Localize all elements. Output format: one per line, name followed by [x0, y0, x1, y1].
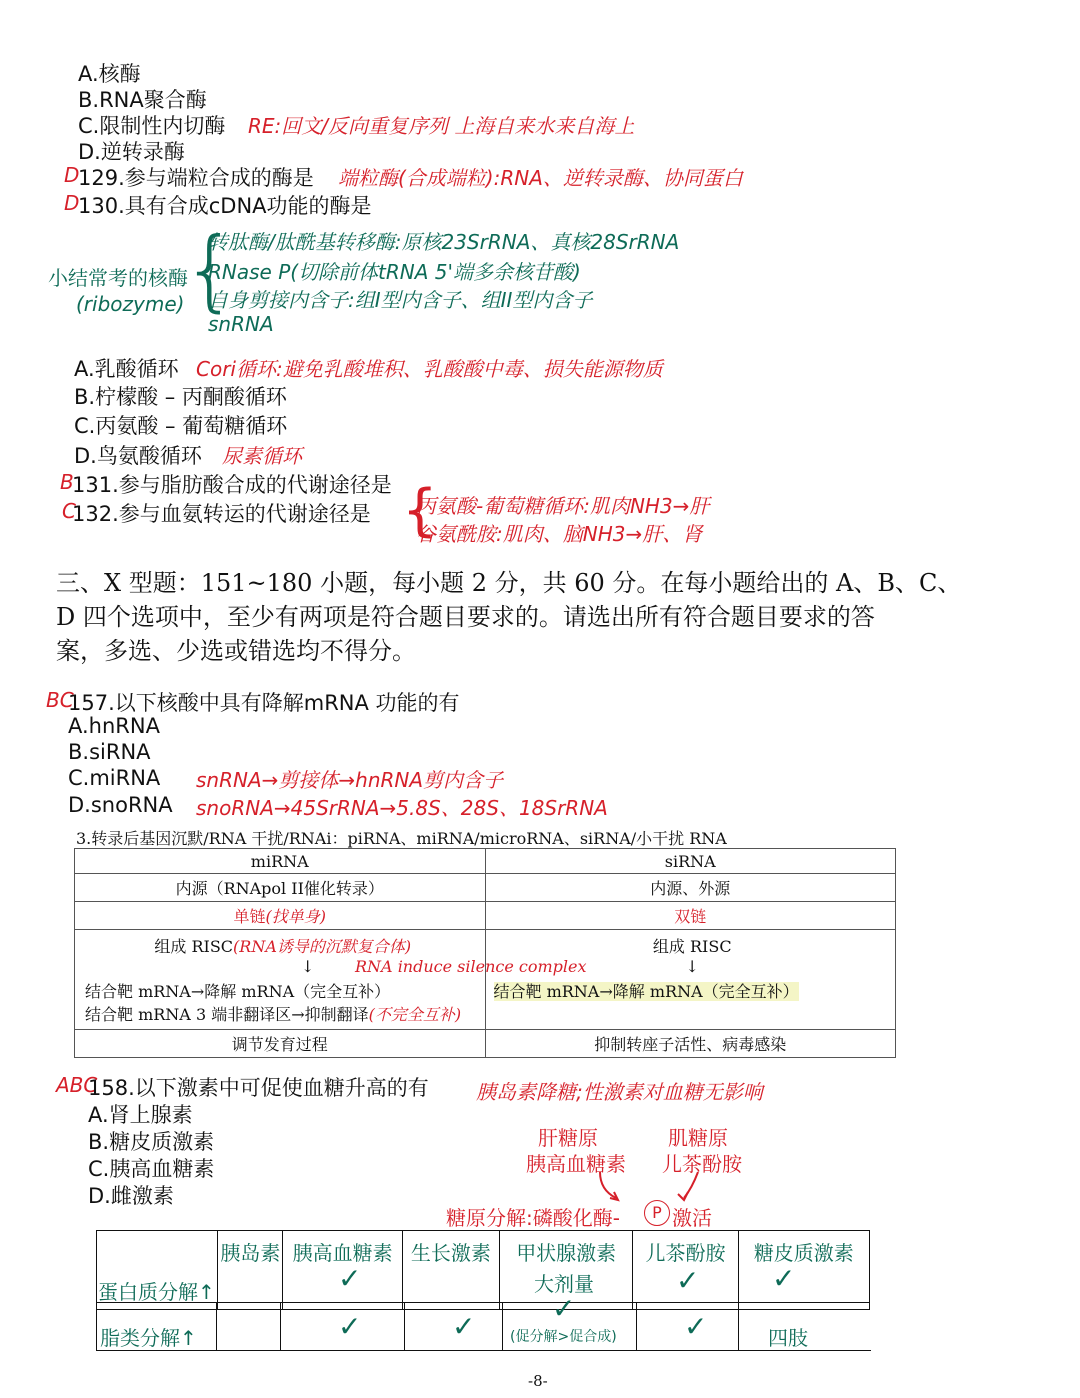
- ribozyme-item-3: 自身剪接内含子:组I型内含子、组II型内含子: [208, 288, 593, 312]
- mirna-strand-note: (找单身): [265, 907, 326, 926]
- q131-note-d: 尿素循环: [222, 444, 302, 468]
- ribozyme-item-4: snRNA: [208, 312, 274, 336]
- table-row: [75, 1030, 896, 1058]
- table-head-sirna: siRNA: [485, 849, 896, 874]
- q132-answer: C: [62, 499, 76, 523]
- glyco-glucagon: 胰高血糖素: [526, 1152, 626, 1176]
- mirna-down-arrow: ↓: [301, 957, 315, 976]
- hormone-header-catecholamine: 儿茶酚胺: [633, 1231, 738, 1310]
- q129-answer: D: [64, 163, 80, 187]
- q158-text: 158.以下激素中可促使血糖升高的有: [88, 1076, 429, 1100]
- q158-answer: ABC: [56, 1073, 98, 1097]
- lipid-catecholamine-check-icon: ✓: [684, 1310, 708, 1343]
- sirna-function: 抑制转座子活性、病毒感染: [485, 1030, 896, 1058]
- mirna-mechanism: [75, 930, 587, 1030]
- q158-note: 胰岛素降糖;性激素对血糖无影响: [476, 1080, 763, 1104]
- q157-option-b: B.siRNA: [68, 740, 151, 764]
- mirna-strand-text: 单链: [233, 907, 266, 926]
- glyco-catecholamine: 儿茶酚胺: [662, 1152, 742, 1176]
- mirna-risc: 组成 RISC: [154, 937, 234, 956]
- mirna-mechanism-1: 结合靶 mRNA→降解 mRNA（完全互补）: [85, 982, 391, 1001]
- q157-option-d: D.snoRNA: [68, 793, 173, 817]
- risc-note-english: RNA induce silence complex: [355, 957, 587, 976]
- q128-option-a: A.核酶: [78, 62, 141, 86]
- table-title: 3.转录后基因沉默/RNA 干扰/RNAi：piRNA、miRNA/microRNA、siRNA/小干扰 RNA: [76, 829, 727, 848]
- col-divider: [636, 1302, 637, 1350]
- q128-option-d: D.逆转录酶: [78, 140, 185, 164]
- ribozyme-sublabel: (ribozyme): [76, 292, 185, 316]
- q158-option-a: A.肾上腺素: [88, 1103, 193, 1127]
- ribozyme-brace: {: [182, 218, 238, 321]
- section3-line-2: D 四个选项中，至少有两项是符合题目要求的。请选出所有符合题目要求的答: [56, 603, 875, 631]
- glyco-pathway: 糖原分解:磷酸化酶-: [446, 1206, 620, 1230]
- q132-note-2: 谷氨酰胺:肌肉、脑NH3→肝、肾: [416, 522, 703, 546]
- protein-cortisol-check-icon: ✓: [772, 1262, 796, 1295]
- table-row: [75, 902, 896, 930]
- mirna-source: 内源（RNApol II催化转录）: [75, 874, 486, 902]
- glyco-muscle: 肌糖原: [668, 1126, 728, 1150]
- ribozyme-item-1: 转肽酶/肽酰基转移酶:原核23SrRNA、真核28SrRNA: [208, 230, 680, 254]
- hormone-header-gh: 生长激素: [402, 1231, 499, 1310]
- mirna-mechanism-2: 结合靶 mRNA 3 端非翻译区→抑制翻译: [85, 1005, 369, 1024]
- q131-option-c: C.丙氨酸 – 葡萄糖循环: [74, 414, 288, 438]
- sirna-comparison-table: [74, 848, 896, 1058]
- protein-thyroid-value: 大剂量: [534, 1272, 594, 1296]
- sirna-mechanism: [485, 930, 896, 1030]
- sirna-source: 内源、外源: [485, 874, 896, 902]
- sirna-risc: 组成 RISC: [652, 937, 732, 956]
- ribozyme-item-2: RNase P(切除前体tRNA 5'端多余核苷酸): [208, 260, 581, 284]
- q130-answer: D: [64, 191, 80, 215]
- row2-frame: [96, 1302, 871, 1351]
- q157-note-c: snRNA→剪接体→hnRNA剪内含子: [196, 768, 504, 792]
- sirna-strand-text: 双链: [674, 907, 707, 926]
- q129-note: 端粒酶(合成端粒):RNA、逆转录酶、协同蛋白: [338, 166, 743, 190]
- row-protein-label: 蛋白质分解↑: [98, 1280, 215, 1304]
- hormone-header-cortisol: 糖皮质激素: [738, 1231, 869, 1310]
- protein-glucagon-check-icon: ✓: [338, 1262, 362, 1295]
- q129-text: 129.参与端粒合成的酶是: [78, 166, 314, 190]
- sirna-down-arrow: ↓: [685, 957, 699, 976]
- q158-option-d: D.雌激素: [88, 1184, 174, 1208]
- q132-brace: {: [402, 478, 438, 543]
- q157-note-d: snoRNA→45SrRNA→5.8S、28S、18SrRNA: [196, 796, 608, 820]
- col-divider: [738, 1302, 739, 1350]
- q128-note-c: RE:回文/反向重复序列 上海自来水来自海上: [248, 114, 635, 138]
- table-head-mirna: miRNA: [75, 849, 486, 874]
- sirna-mechanism-1: 结合靶 mRNA→降解 mRNA（完全互补）: [493, 982, 799, 1001]
- col-divider: [502, 1302, 503, 1350]
- q131-answer: B: [60, 470, 74, 494]
- protein-catecholamine-check-icon: ✓: [676, 1264, 700, 1297]
- q157-text: 157.以下核酸中具有降解mRNA 功能的有: [68, 691, 460, 715]
- q128-option-c: C.限制性内切酶: [78, 114, 226, 138]
- q128-option-b: B.RNA聚合酶: [78, 88, 207, 112]
- q131-text: 131.参与脂肪酸合成的代谢途径是: [72, 473, 392, 497]
- glyco-arrows: [580, 1168, 710, 1206]
- row-lipid-label: 脂类分解↑: [100, 1326, 197, 1350]
- col-divider: [404, 1302, 405, 1350]
- q157-option-a: A.hnRNA: [68, 714, 160, 738]
- q131-note-a: Cori循环:避免乳酸堆积、乳酸酸中毒、损失能源物质: [196, 357, 663, 381]
- table-row: [75, 930, 896, 1030]
- hormone-header-thyroid: 甲状腺激素: [500, 1231, 633, 1310]
- lipid-thyroid-check-icon: ✓: [552, 1292, 576, 1325]
- lipid-cortisol-value: 四肢: [768, 1326, 808, 1350]
- q131-option-b: B.柠檬酸 – 丙酮酸循环: [74, 385, 287, 409]
- col-divider: [216, 1302, 217, 1350]
- col-divider: [280, 1302, 281, 1350]
- q158-option-b: B.糖皮质激素: [88, 1130, 215, 1154]
- mirna-function: 调节发育过程: [75, 1030, 486, 1058]
- table-row: [75, 874, 896, 902]
- lipid-thyroid-note: (促分解>促合成): [510, 1329, 617, 1345]
- glyco-liver: 肝糖原: [538, 1126, 598, 1150]
- section3-line-1: 三、X 型题：151~180 小题，每小题 2 分，共 60 分。在每小题给出的 A、B、C、: [56, 569, 962, 597]
- mirna-mechanism-2-note: (不完全互补): [368, 1005, 462, 1024]
- glyco-activate: 激活: [672, 1206, 712, 1230]
- q131-option-a: A.乳酸循环: [74, 357, 179, 381]
- q157-option-c: C.miRNA: [68, 766, 161, 790]
- hormone-header-glucagon: 胰高血糖素: [283, 1231, 402, 1310]
- q158-option-c: C.胰高血糖素: [88, 1157, 215, 1181]
- hormone-header-insulin: 胰岛素: [218, 1231, 283, 1310]
- q157-answer: BC: [46, 688, 74, 712]
- table-row: [75, 849, 896, 874]
- phosphate-circle-icon: P: [644, 1200, 670, 1226]
- ribozyme-label: 小结常考的核酶: [48, 266, 188, 290]
- q132-note-1: 丙氨酸-葡萄糖循环:肌肉NH3→肝: [416, 494, 710, 518]
- lipid-glucagon-check-icon: ✓: [338, 1310, 362, 1343]
- page-number: -8-: [528, 1372, 548, 1390]
- mirna-strand: [75, 902, 486, 930]
- section3-line-3: 案，多选、少选或错选均不得分。: [56, 637, 416, 665]
- q132-text: 132.参与血氨转运的代谢途径是: [72, 502, 371, 526]
- q130-text: 130.具有合成cDNA功能的酶是: [78, 194, 372, 218]
- q131-option-d: D.鸟氨酸循环: [74, 444, 202, 468]
- risc-note: (RNA诱导的沉默复合体): [233, 937, 412, 956]
- lipid-gh-check-icon: ✓: [452, 1310, 476, 1343]
- sirna-strand: [485, 902, 896, 930]
